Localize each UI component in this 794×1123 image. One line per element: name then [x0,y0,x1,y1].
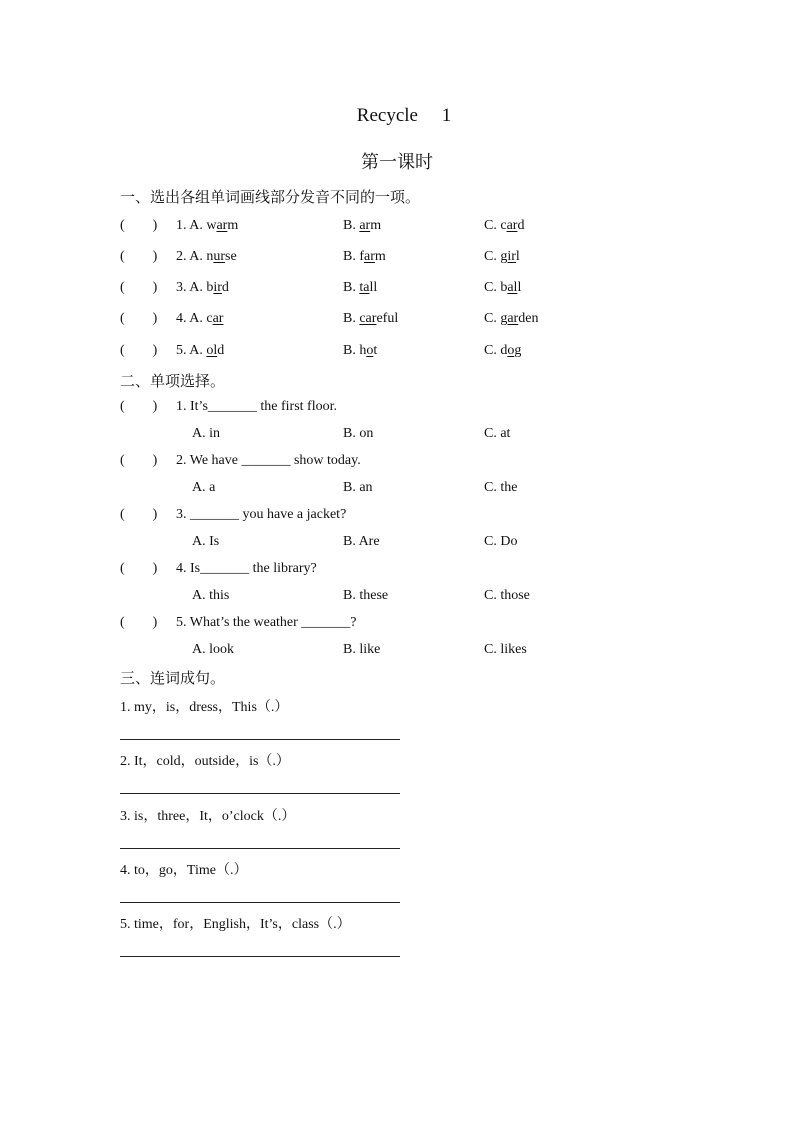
question-number: 4. A. [176,311,207,326]
word-prefix: C. d [484,343,508,358]
page-title: Recycle 1 [356,105,452,126]
option-b [343,343,377,363]
option-c: C. those [484,588,530,603]
option-b: B. like [343,642,381,657]
option-a [176,280,229,300]
underlined-letters: ar [359,218,371,233]
answer-line[interactable] [120,848,400,849]
underlined-letters: ir [213,280,222,295]
answer-line[interactable] [120,902,400,903]
answer-blank[interactable]: ( ) [120,507,158,522]
option-c: C. at [484,426,511,441]
word-suffix: ll [369,280,378,295]
word-suffix: l [515,249,520,264]
option-a: A. look [192,642,234,657]
word-prefix: b [206,280,214,295]
question-number: 5. A. [176,343,207,358]
word-prefix: w [206,218,217,233]
word-prefix: B. [343,311,360,326]
answer-blank[interactable]: ( ) [120,615,158,630]
word-prefix: B. f [343,249,364,264]
option-a [176,311,223,331]
word-suffix: se [225,249,237,264]
option-a: A. this [192,588,230,603]
answer-line[interactable] [120,739,400,740]
word-prefix: C. [484,311,501,326]
underlined-letters: ar [506,218,518,233]
underlined-letters: ol [206,343,218,358]
word-prefix: C. c [484,218,507,233]
underlined-letters: car [359,311,377,326]
page-subtitle: 第一课时 [361,152,433,172]
word-suffix: eful [376,311,399,326]
word-prefix: C. [484,249,501,264]
section-heading-3: 三、连词成句。 [120,671,226,687]
answer-blank[interactable]: ( ) [120,561,158,576]
underlined-letters: gar [500,311,519,326]
word-prefix: c [206,311,213,326]
question-text: 4. Is_______ the library? [176,561,317,576]
option-b: B. an [343,480,373,495]
underlined-letters: o [366,343,374,358]
option-c [484,218,524,238]
option-b: B. these [343,588,389,603]
word-prefix: B. [343,280,360,295]
option-a [176,343,224,363]
option-b [343,249,386,269]
option-b: B. on [343,426,374,441]
underlined-letters: ar [216,218,228,233]
section-heading-1: 一、选出各组单词画线部分发音不同的一项。 [120,190,421,206]
scrambled-words: 5. time，for，English，It’s，class（.） [120,917,351,933]
answer-blank[interactable]: ( ) [120,280,158,295]
option-c [484,311,538,331]
word-suffix: den [518,311,539,326]
word-prefix: B. [343,218,360,233]
underlined-letters: al [507,280,518,295]
word-suffix: g [514,343,522,358]
option-a [176,249,237,269]
answer-line[interactable] [120,956,400,957]
word-suffix: d [217,343,225,358]
question-number: 2. A. [176,249,207,264]
answer-blank[interactable]: ( ) [120,218,158,233]
word-suffix: l [517,280,522,295]
underlined-letters: ta [359,280,370,295]
underlined-letters: ar [364,249,375,264]
word-suffix: d [517,218,525,233]
option-a: A. in [192,426,220,441]
word-prefix: C. b [484,280,508,295]
section-heading-2: 二、单项选择。 [120,374,226,390]
question-number: 3. A. [176,280,207,295]
question-text: 1. It’s_______ the first floor. [176,399,337,414]
option-c [484,343,521,363]
option-a: A. Is [192,534,220,549]
scrambled-words: 4. to，go，Time（.） [120,862,248,878]
question-number: 1. A. [176,218,207,233]
answer-blank[interactable]: ( ) [120,343,158,358]
underlined-letters: ar [212,311,224,326]
answer-line[interactable] [120,793,400,794]
word-suffix: d [221,280,229,295]
word-suffix: t [373,343,378,358]
option-c: C. Do [484,534,518,549]
option-c [484,249,520,269]
option-b [343,280,377,300]
question-text: 2. We have _______ show today. [176,453,361,468]
answer-blank[interactable]: ( ) [120,399,158,414]
word-suffix: m [374,249,386,264]
underlined-letters: gir [500,249,516,264]
option-c: C. likes [484,642,527,657]
answer-blank[interactable]: ( ) [120,453,158,468]
underlined-letters: ur [213,249,226,264]
word-suffix: m [227,218,239,233]
option-b [343,311,398,331]
scrambled-words: 1. my，is，dress，This（.） [120,700,289,715]
answer-blank[interactable]: ( ) [120,249,158,264]
answer-blank[interactable]: ( ) [120,311,158,326]
word-suffix: m [370,218,382,233]
option-b [343,218,381,238]
question-text: 5. What’s the weather _______? [176,615,357,630]
option-c: C. the [484,480,518,495]
underlined-letters: o [507,343,515,358]
option-a: A. a [192,480,216,495]
scrambled-words: 3. is，three，It，o’clock（.） [120,808,296,824]
word-prefix: n [206,249,214,264]
question-text: 3. _______ you have a jacket? [176,507,347,522]
option-b: B. Are [343,534,380,549]
word-prefix: B. h [343,343,367,358]
scrambled-words: 2. It，cold，outside，is（.） [120,754,290,770]
option-a [176,218,238,238]
option-c [484,280,521,300]
